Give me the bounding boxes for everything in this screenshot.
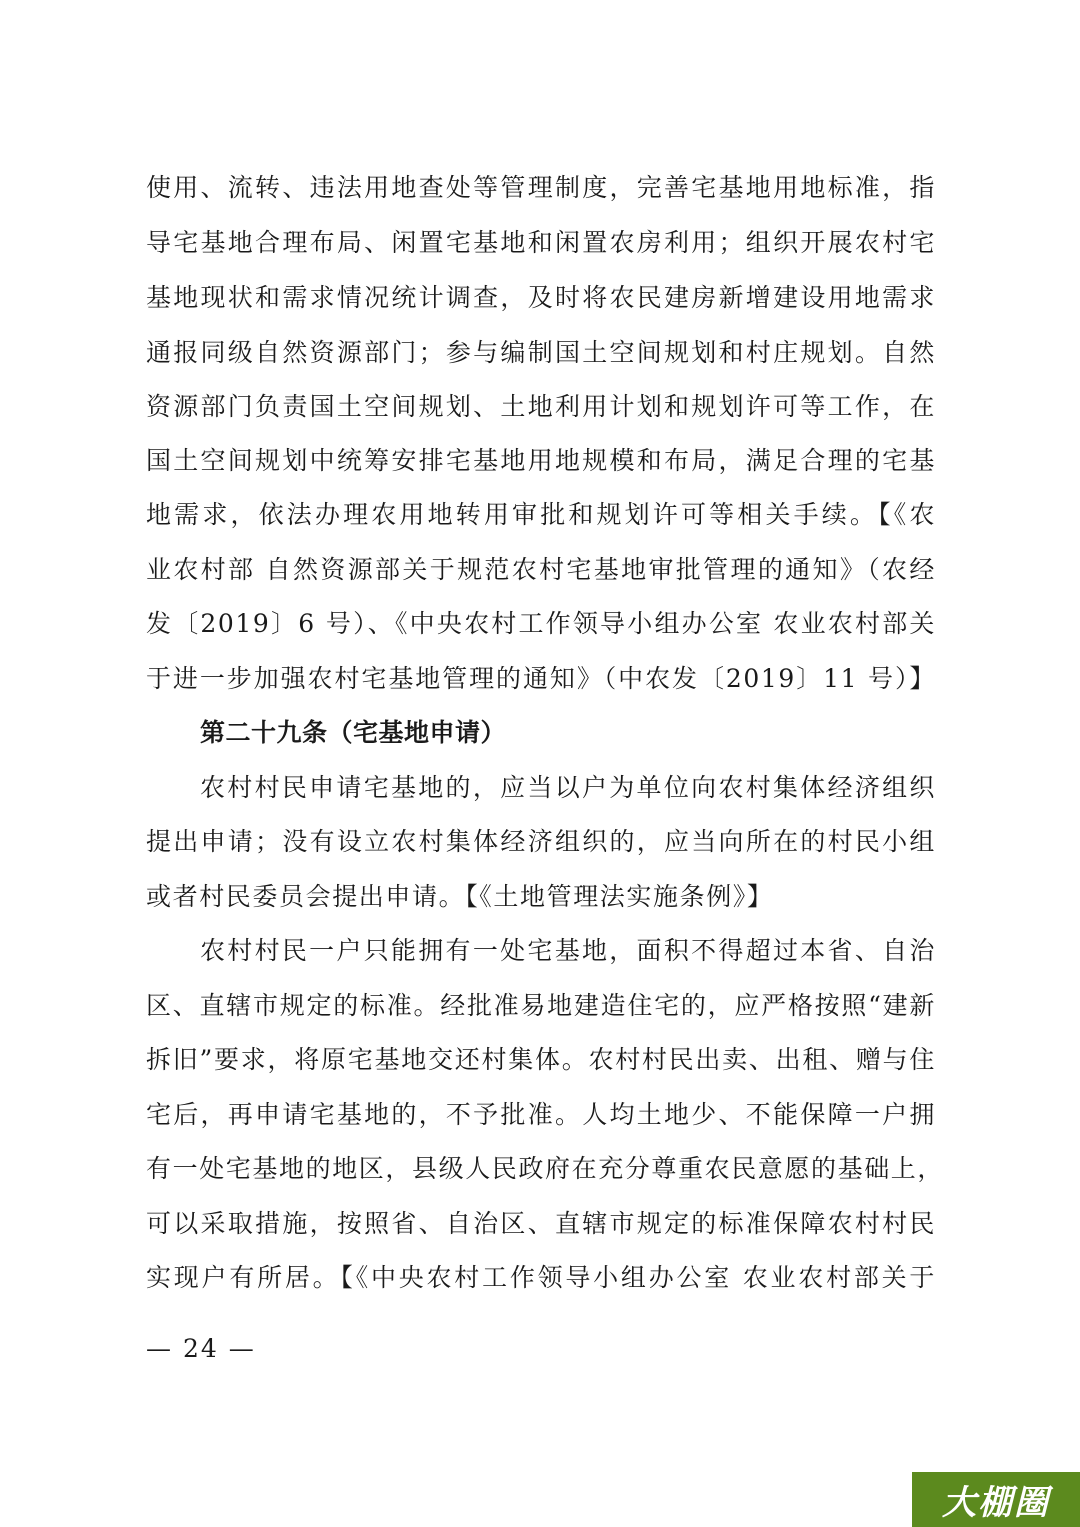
text-line: 农村村民申请宅基地的，应当以户为单位向农村集体经济组织 [200,773,936,802]
text-line: 提出申请；没有设立农村集体经济组织的，应当向所在的村民小组 [146,827,936,856]
text-line: 导宅基地合理布局、闲置宅基地和闲置农房利用；组织开展农村宅 [146,228,936,257]
text-line: 宅后，再申请宅基地的，不予批准。人均土地少、不能保障一户拥 [146,1100,936,1129]
page-number: — 24 — [146,1334,256,1363]
text-line: 业农村部 自然资源部关于规范农村宅基地审批管理的通知》（农经 [146,555,936,584]
text-line: 地需求，依法办理农用地转用审批和规划许可等相关手续。【《农 [146,500,936,529]
text-line: 区、直辖市规定的标准。经批准易地建造住宅的，应严格按照“建新 [146,991,936,1020]
text-line: 发〔2019〕6 号）、《中央农村工作领导小组办公室 农业农村部关 [146,609,936,638]
text-line: 通报同级自然资源部门；参与编制国土空间规划和村庄规划。自然 [146,338,936,367]
text-line: 资源部门负责国土空间规划、土地利用计划和规划许可等工作，在 [146,392,936,421]
text-line: 于进一步加强农村宅基地管理的通知》（中农发〔2019〕11 号）】 [146,664,936,693]
watermark-logo [912,1472,1080,1527]
text-line: 基地现状和需求情况统计调查，及时将农民建房新增建设用地需求 [146,283,936,312]
text-line: 使用、流转、违法用地查处等管理制度，完善宅基地用地标准，指 [146,173,936,202]
text-line: 有一处宅基地的地区，县级人民政府在充分尊重农民意愿的基础上， [146,1154,945,1183]
text-line: 农村村民一户只能拥有一处宅基地，面积不得超过本省、自治 [200,936,936,965]
text-line: 国土空间规划中统筹安排宅基地用地规模和布局，满足合理的宅基 [146,446,936,475]
text-line: 可以采取措施，按照省、自治区、直辖市规定的标准保障农村村民 [146,1209,936,1238]
text-line: 拆旧”要求，将原宅基地交还村集体。农村村民出卖、出租、赠与住 [146,1045,936,1074]
article-heading: 第二十九条（宅基地申请） [200,718,507,747]
text-line: 或者村民委员会提出申请。【《土地管理法实施条例》】 [146,882,774,911]
text-line: 实现户有所居。【《中央农村工作领导小组办公室 农业农村部关于 [146,1263,936,1292]
watermark-text: 大棚圈 [942,1483,1050,1523]
